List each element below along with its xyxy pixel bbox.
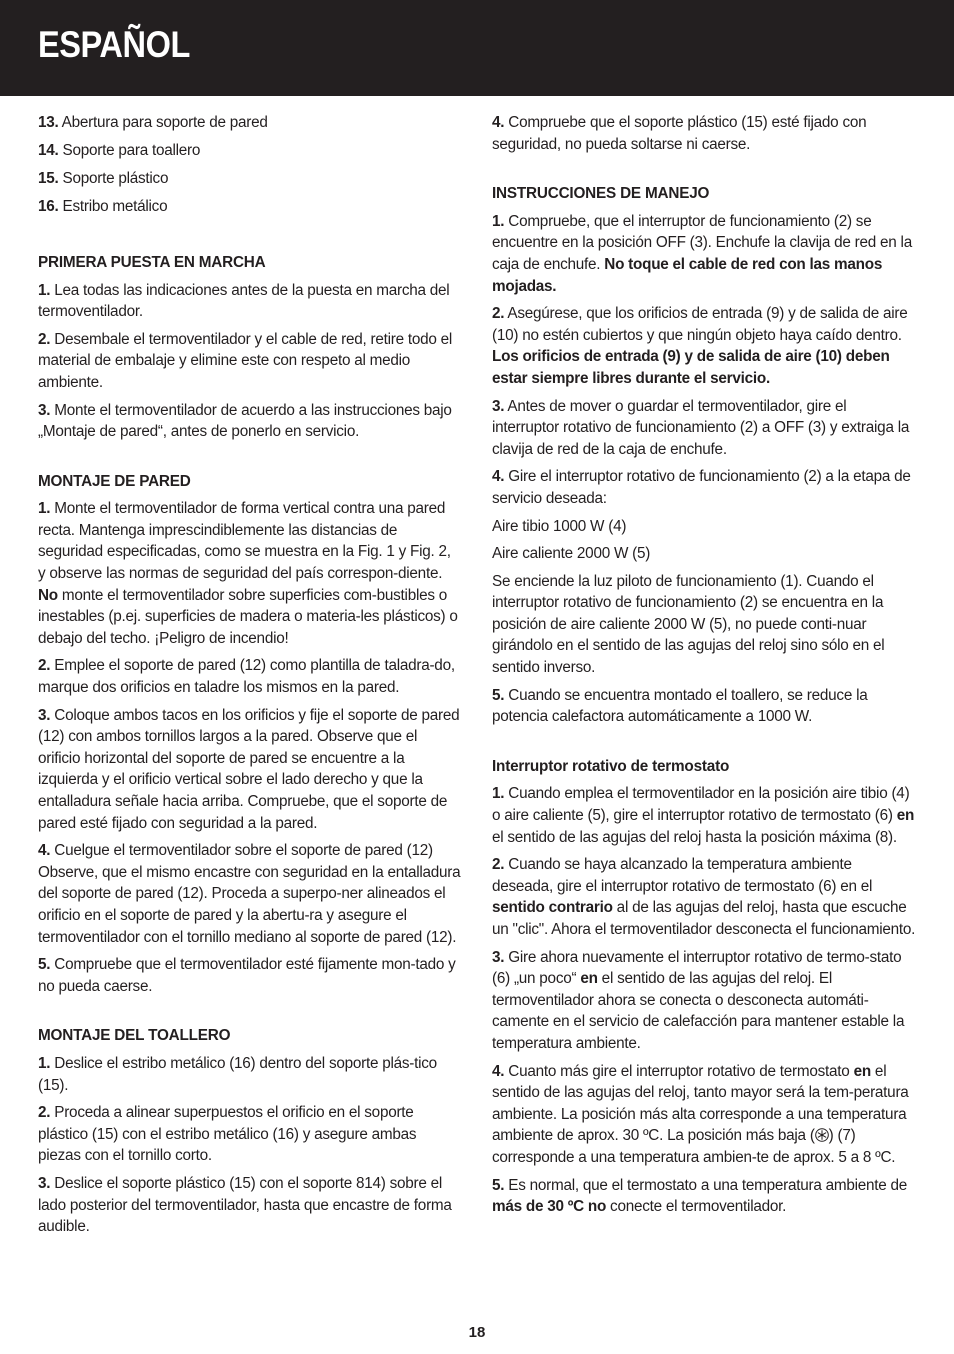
- section-heading-montaje-pared: MONTAJE DE PARED: [38, 472, 191, 490]
- item-text: Estribo metálico: [58, 197, 168, 215]
- step-text: monte el termoventilador sobre superficies com-bustibles o inestables (p.ej. superficies de madera o materia-les plásticos) o debajo del techo. ¡Peligro de incendio!: [38, 586, 458, 647]
- step-text: Antes de mover o guardar el termoventilador, gire el interruptor rotativo de funcionamiento (2) a OFF (3) y extraiga la clavija de red de la caja de enchufe.: [492, 397, 910, 458]
- step-number: 4.: [492, 1062, 505, 1080]
- paragraph: [38, 954, 462, 997]
- step-text: al de las agujas del reloj, hasta que escuche un "clic". Ahora el termoventilador desconecta el funcionamiento.: [492, 899, 916, 938]
- paragraph: [38, 840, 462, 948]
- paragraph-aire-tibio: Aire tibio 1000 W (4): [492, 517, 627, 535]
- parts-list-item: [38, 196, 462, 218]
- step-text: Monte el termoventilador de forma vertical contra una pared recta. Mantenga imprescindiblemente las distancias de seguridad especificadas, como se muestra en la Fig. 1 y Fig. 2, y observe las normas de seguridad del país correspon-diente.: [38, 500, 451, 583]
- page-header-bar: [0, 0, 954, 96]
- section-heading-primera-puesta: PRIMERA PUESTA EN MARCHA: [38, 253, 266, 271]
- step-text: Lea todas las indicaciones antes de la puesta en marcha del termoventilador.: [38, 281, 450, 321]
- paragraph: [492, 211, 916, 297]
- paragraph: [38, 1102, 462, 1167]
- step-text: Compruebe que el soporte plástico (15) esté fijado con seguridad, no pueda soltarse ni caerse.: [492, 114, 867, 153]
- step-text: Asegúrese, que los orificios de entrada (9) y de salida de aire (10) no estén cubiertos y que ningún objeto haya caído dentro.: [492, 305, 908, 344]
- step-number: 3.: [38, 706, 51, 724]
- paragraph: [38, 1173, 462, 1238]
- step-number: 2.: [38, 657, 51, 675]
- step-text: Es normal, que el termostato a una temperatura ambiente de: [504, 1176, 908, 1194]
- right-column: [492, 112, 916, 1224]
- step-text: Coloque ambos tacos en los orificios y fije el soporte de pared (12) con ambos tornillos largos a la pared. Observe que el orificio horizontal del soporte de pared se encuentre a la izquierda y el orificio vertical sobre el lado derecho y que la entalladura señale hacia arriba. Compruebe, que el soporte de pared esté fijado con seguridad a la pared.: [38, 706, 460, 832]
- step-text: Desembale el termoventilador y el cable de red, retire todo el material de embalaje y elimine este con respeto al medio ambiente.: [38, 330, 452, 391]
- step-text: Cuanto más gire el interruptor rotativo de termostato: [504, 1062, 854, 1080]
- item-number: 14.: [38, 141, 59, 159]
- step-number: 3.: [38, 401, 51, 419]
- step-number: 2.: [38, 330, 51, 348]
- step-text: Gire ahora nuevamente el interruptor rotativo de termo-stato (6) „un poco“: [492, 948, 902, 988]
- step-text: Cuando se haya alcanzado la temperatura ambiente deseada, gire el interruptor rotativo de termostato (6) en el: [492, 856, 873, 895]
- paragraph: [492, 466, 916, 509]
- step-number: 1.: [492, 785, 505, 803]
- step-text: el sentido de las agujas del reloj. El termoventilador ahora se conecta o desconecta automáti-camente en el servicio de calefacción para mantener estable la temperatura ambiente.: [492, 970, 905, 1052]
- paragraph: [492, 854, 916, 940]
- step-text: Cuando emplea el termoventilador en la posición aire tibio (4) o aire caliente (5), gire el interruptor rotativo de termostato (6): [492, 785, 910, 825]
- step-text: Monte el termoventilador de acuerdo a las instrucciones bajo „Montaje de pared“, antes de ponerlo en servicio.: [38, 401, 452, 441]
- step-text-bold: más de 30 ºC no: [492, 1198, 607, 1216]
- paragraph: [38, 498, 462, 649]
- section-spacer: [492, 734, 916, 756]
- step-text-bold: en: [896, 807, 915, 825]
- section-heading-montaje-toallero: MONTAJE DEL TOALLERO: [38, 1027, 231, 1045]
- paragraph: [492, 396, 916, 461]
- step-number: 1.: [38, 1054, 51, 1072]
- step-text-bold: No: [38, 586, 58, 604]
- paragraph: [38, 400, 462, 443]
- step-text: Proceda a alinear superpuestos el orificio en el soporte plástico (15) con el estribo metálico (16) y asegure ambas piezas con el tornillo corto.: [38, 1104, 417, 1165]
- section-spacer: [38, 449, 462, 471]
- left-column: [38, 112, 462, 1244]
- paragraph: [492, 303, 916, 389]
- parts-list-item: [38, 140, 462, 162]
- item-number: 13.: [38, 114, 59, 131]
- snowflake-icon: [815, 1127, 829, 1141]
- step-number: 1.: [492, 212, 505, 230]
- step-number: 2.: [492, 856, 505, 874]
- step-number: 3.: [492, 948, 505, 966]
- step-text: Cuando se encuentra montado el toallero, se reduce la potencia calefactora automáticamente a 1000 W.: [492, 686, 868, 726]
- step-text: el sentido de las agujas del reloj hasta la posición máxima (8).: [492, 828, 897, 846]
- paragraph: [38, 655, 462, 698]
- step-text-bold: sentido contrario: [492, 899, 613, 917]
- step-text: Deslice el soporte plástico (15) con el soporte 814) sobre el lado posterior del termoventilador, hasta que encastre de forma audible.: [38, 1174, 452, 1236]
- step-number: 4.: [492, 114, 505, 131]
- item-number: 15.: [38, 169, 59, 187]
- step-text-bold: Los orificios de entrada (9) y de salida de aire (10) deben estar siempre libres durante el servicio.: [492, 348, 890, 387]
- item-text: Soporte plástico: [58, 169, 169, 187]
- step-number: 5.: [492, 1176, 505, 1194]
- step-number: 1.: [38, 500, 51, 518]
- step-text: Cuelgue el termoventilador sobre el soporte de pared (12) Observe, que el mismo encastre con seguridad en la entalladura del soporte de pared (12). Proceda a superpo-ner alineados el orificio en el soporte de pared y la abertu-ra y asegure el termoventilador con el tornillo mediano al soporte de pared (12).: [38, 842, 461, 946]
- step-text: Deslice el estribo metálico (16) dentro del soporte plás-tico (15).: [38, 1054, 437, 1094]
- section-heading-instrucciones-manejo: INSTRUCCIONES DE MANEJO: [492, 185, 710, 203]
- step-text: Gire el interruptor rotativo de funcionamiento (2) a la etapa de servicio deseada:: [492, 468, 911, 507]
- step-text-bold: No toque el cable de red con las manos mojadas.: [492, 255, 883, 295]
- step-text: Compruebe que el termoventilador esté fijamente mon-tado y no pueda caerse.: [38, 956, 456, 995]
- step-number: 5.: [38, 956, 51, 974]
- step-number: 3.: [492, 397, 505, 415]
- paragraph: [492, 947, 916, 1055]
- step-text: ) (7) corresponde a una temperatura ambien-te de aprox. 5 a 8 ºC.: [492, 1127, 896, 1166]
- page-title: ESPAÑOL: [38, 24, 190, 65]
- paragraph: [492, 685, 916, 728]
- step-text: conecte el termoventilador.: [606, 1198, 787, 1216]
- step-text: Emplee el soporte de pared (12) como plantilla de taladra-do, marque dos orificios en taladre los mismos en la pared.: [38, 657, 455, 697]
- step-text: Compruebe, que el interruptor de funcionamiento (2) se encuentre en la posición OFF (3). Enchufe la clavija de red en la caja de enchufe.: [492, 212, 912, 273]
- paragraph-luz-piloto: Se enciende la luz piloto de funcionamiento (1). Cuando el interruptor rotativo de funcionamiento (2) se encuentra en la posición de aire caliente 2000 W (5), no puede conti-nuar girándolo en el sentido de las agujas del reloj sino sólo en el sentido inverso.: [492, 572, 885, 677]
- page-number: 18: [468, 1324, 486, 1341]
- paragraph: [492, 1175, 916, 1218]
- step-number: 2.: [38, 1104, 51, 1122]
- item-text: Abertura para soporte de pared: [58, 114, 268, 131]
- paragraph: [38, 280, 462, 323]
- step-number: 2.: [492, 305, 505, 323]
- section-spacer: [38, 1003, 462, 1025]
- item-text: Soporte para toallero: [58, 141, 201, 159]
- paragraph: [492, 783, 916, 848]
- step-number: 5.: [492, 686, 505, 704]
- paragraph: [38, 705, 462, 835]
- paragraph: [38, 329, 462, 394]
- step-text-bold: en: [580, 970, 598, 988]
- step-text: el sentido de las agujas del reloj, tanto mayor será la tem-peratura ambiente. La posición más alta corresponde a una temperatura ambiente de aprox. 30 ºC. La posición más baja (: [492, 1062, 909, 1145]
- paragraph: [38, 1053, 462, 1096]
- section-spacer: [492, 161, 916, 183]
- paragraph: [492, 112, 916, 155]
- item-number: 16.: [38, 197, 59, 215]
- step-number: 3.: [38, 1174, 51, 1192]
- step-text-bold: en: [853, 1062, 871, 1080]
- step-number: 1.: [38, 281, 51, 299]
- parts-list-item: [38, 112, 462, 134]
- paragraph: [492, 1061, 916, 1169]
- step-number: 4.: [38, 842, 51, 860]
- section-heading-termostato: Interruptor rotativo de termostato: [492, 757, 730, 775]
- parts-list-item: [38, 168, 462, 190]
- paragraph-aire-caliente: Aire caliente 2000 W (5): [492, 545, 651, 563]
- section-spacer: [38, 224, 462, 252]
- step-number: 4.: [492, 468, 505, 486]
